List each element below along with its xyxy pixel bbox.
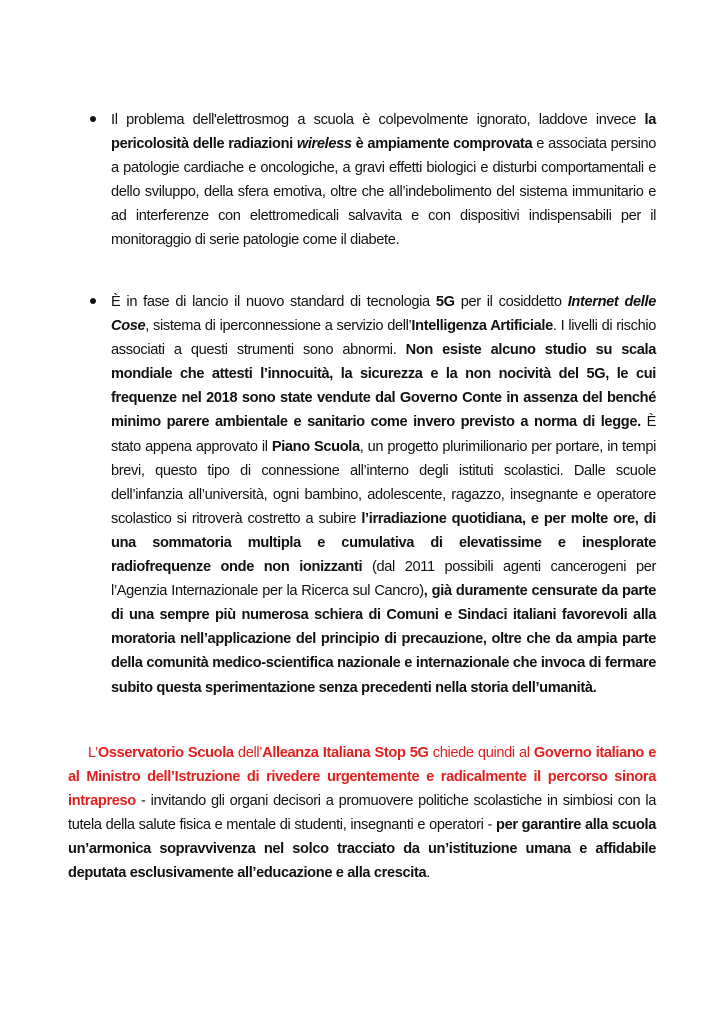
text-segment-red: L’ bbox=[88, 745, 98, 761]
text-segment-bold-italic: Internet delle Cose bbox=[111, 294, 656, 335]
text-segment: Il problema dell'elettrosmog a scuola è colpevolmente ignorato, laddove invece bbox=[111, 112, 645, 128]
text-segment: (dal 2011 possibili agenti cancerogeni per l’Agenzia Internazionale per la Ricerca sul Cancro) bbox=[111, 559, 657, 600]
bullet-item-5g bbox=[111, 290, 656, 700]
text-segment: per il cosiddetto bbox=[454, 294, 568, 310]
text-segment-bold: Non esiste alcuno studio su scala mondiale che attesti l’innocuità, la sicurezza e la non nocività del 5G, le cui frequenze nel 2018 sono state vendute dal Governo Conte in assenza del benché minimo parere ambientale e sanitario come invero previsto a norma di legge. bbox=[111, 342, 657, 431]
closing-paragraph bbox=[68, 741, 656, 886]
text-segment-bold: l’irradiazione quotidiana, e per molte ore, di una sommatoria multipla e cumulativa di elevatissime e inesplorate radiofrequenze onde non ionizzanti bbox=[111, 510, 656, 576]
bullet-item-electrosmog bbox=[111, 108, 656, 253]
bullet-dot-icon bbox=[90, 298, 96, 304]
text-segment: , sistema di iperconnessione a servizio dell’ bbox=[145, 318, 412, 335]
text-segment-red-bold: Alleanza Italiana Stop 5G bbox=[262, 745, 429, 761]
text-segment-bold: Intelligenza Artificiale bbox=[411, 318, 553, 335]
text-segment-red: chiede quindi al bbox=[428, 745, 534, 761]
text-segment-bold: è ampiamente comprovata bbox=[351, 136, 533, 153]
text-segment-red: dell’ bbox=[233, 745, 263, 761]
text-segment: È in fase di lancio il nuovo standard di tecnologia bbox=[111, 294, 436, 310]
text-segment: È stato appena approvato il bbox=[111, 414, 656, 455]
text-segment-bold: per garantire alla scuola un’armonica sopravvivenza nel solco tracciato da un’istituzione umana e affidabile deputata esclusivamente all’educazione e alla crescita bbox=[68, 817, 656, 882]
text-segment: e associata persino a patologie cardiache e oncologiche, a gravi effetti biologici e disturbi comportamentali e dello sviluppo, della sfera emotiva, oltre che all’indebolimento del sistema immunitario e ad interferenze con elettromedicali salvavita e con dispositivi indispensabili per il monitoraggio di serie patologie come il diabete. bbox=[111, 136, 656, 249]
text-segment-bold: 5G bbox=[435, 294, 455, 310]
text-segment-red-bold: Governo italiano e al Ministro dell’Istruzione di rivedere urgentemente e radicalmente il percorso sinora intrapreso bbox=[68, 745, 656, 810]
bullet-dot-icon bbox=[90, 116, 96, 122]
text-segment-bold: , già duramente censurate da parte di una sempre più numerosa schiera di Comuni e Sindaci italiani favorevoli alla moratoria nell’applicazione del principio di precauzione, oltre che da ampia parte della comunità medico-scientifica nazionale e internazionale che invoca di fermare subito questa sperimentazione senza precedenti nella storia dell’umanità. bbox=[111, 583, 656, 696]
text-segment: , un progetto plurimilionario per portare, in tempi brevi, questo tipo di connessione all’interno degli istituti scolastici. Dalle scuole dell’infanzia all’università, ogni bambino, adolescente, ragazzo, insegnante e operatore scolastico si ritroverà costretto a subire bbox=[111, 438, 656, 527]
text-segment-red-bold: Osservatorio Scuola bbox=[97, 745, 234, 761]
text-segment: . I livelli di rischio associati a questi strumenti sono abnormi. bbox=[111, 318, 656, 359]
text-segment-bold: Piano Scuola bbox=[271, 438, 360, 455]
text-segment-bold-italic: wireless bbox=[296, 136, 352, 153]
text-segment: . bbox=[426, 865, 430, 882]
text-segment-bold: la pericolosità delle radiazioni bbox=[111, 112, 656, 153]
text-segment: - invitando gli organi decisori a promuovere politiche scolastiche in simbiosi con la tutela della salute fisica e mentale di studenti, insegnanti e operatori - bbox=[68, 793, 656, 834]
